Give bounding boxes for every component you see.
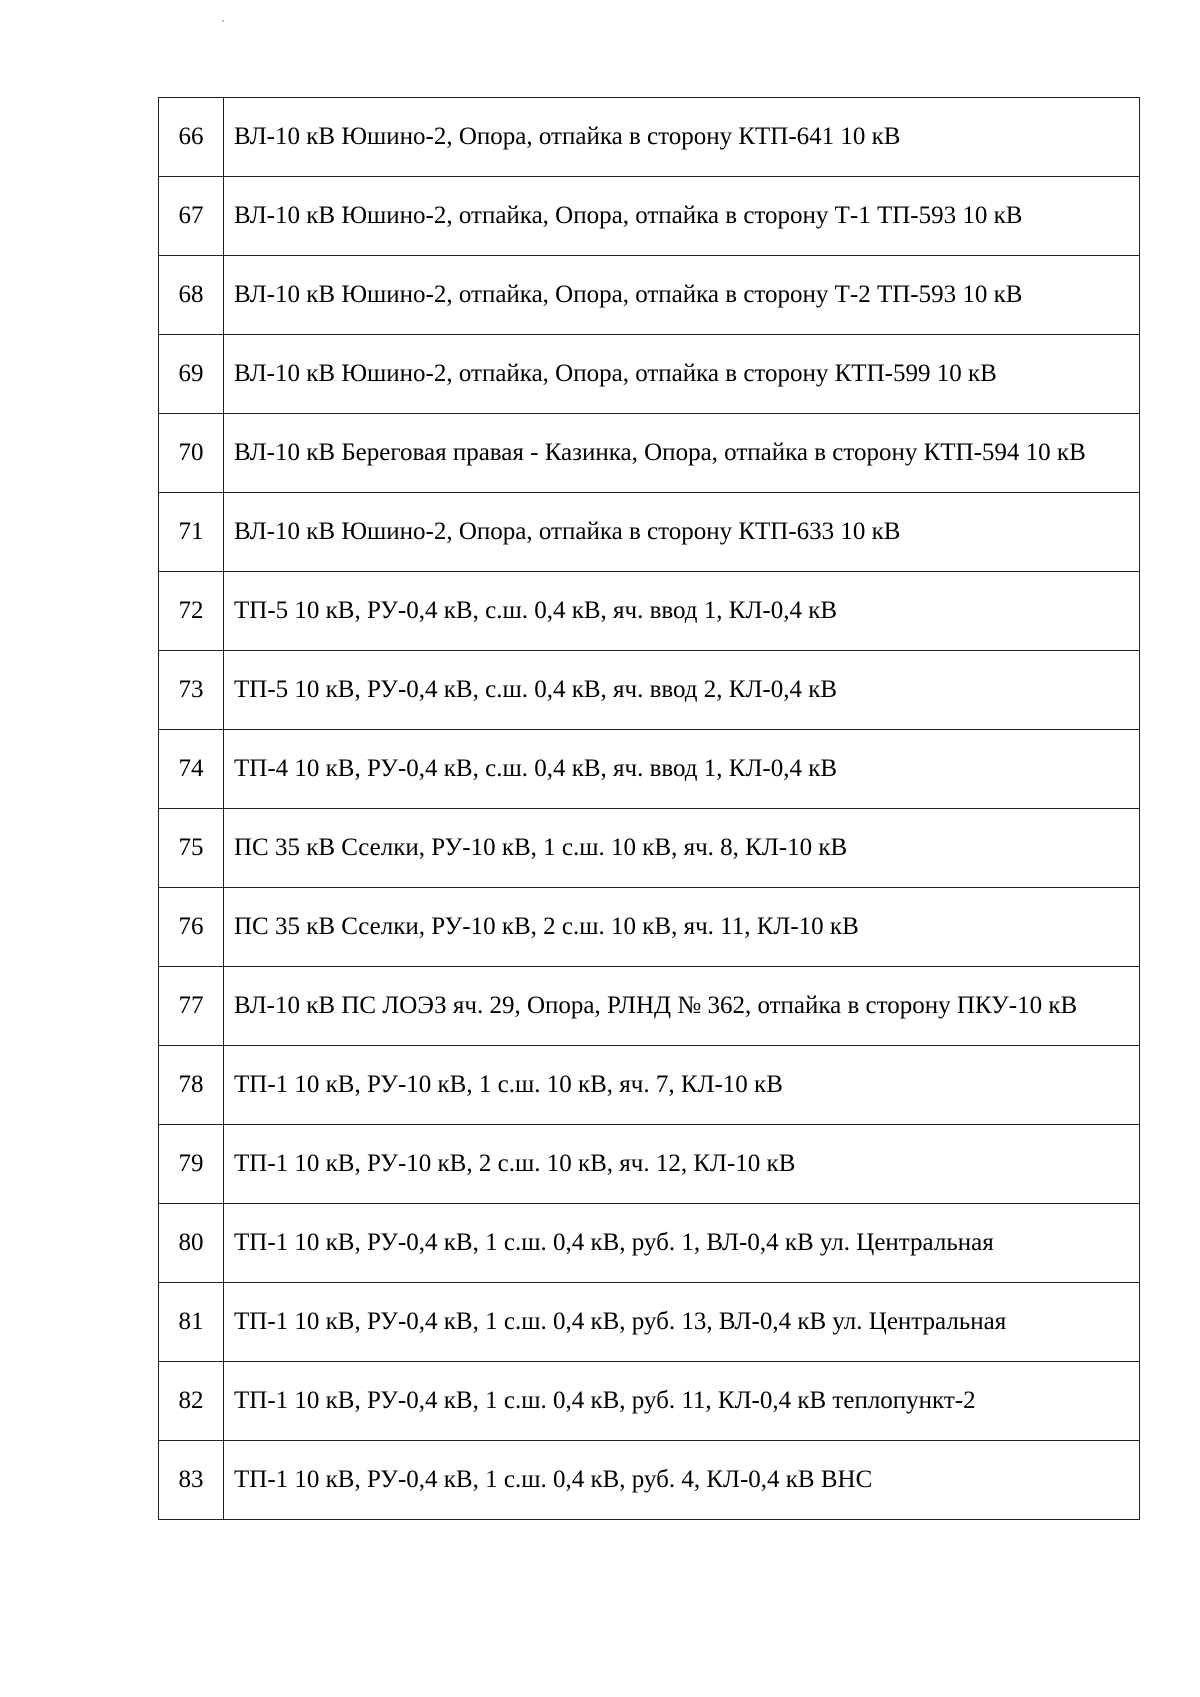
- table-row: [159, 414, 1140, 493]
- row-number: 79: [159, 1125, 224, 1204]
- table-row: [159, 888, 1140, 967]
- row-description: ВЛ-10 кВ Юшино-2, Опора, отпайка в сторону КТП-641 10 кВ: [224, 98, 1140, 177]
- table-row: [159, 493, 1140, 572]
- table-row: [159, 1283, 1140, 1362]
- row-description: ТП-1 10 кВ, РУ-0,4 кВ, 1 с.ш. 0,4 кВ, руб. 4, КЛ-0,4 кВ ВНС: [224, 1441, 1140, 1520]
- table-row: [159, 1204, 1140, 1283]
- table-row: [159, 1362, 1140, 1441]
- row-description: ТП-1 10 кВ, РУ-0,4 кВ, 1 с.ш. 0,4 кВ, руб. 13, ВЛ-0,4 кВ ул. Центральная: [224, 1283, 1140, 1362]
- row-number: 66: [159, 98, 224, 177]
- row-number: 78: [159, 1046, 224, 1125]
- row-number: 81: [159, 1283, 224, 1362]
- table-row: [159, 730, 1140, 809]
- row-number: 82: [159, 1362, 224, 1441]
- row-description: ВЛ-10 кВ Береговая правая - Казинка, Опора, отпайка в сторону КТП-594 10 кВ: [224, 414, 1140, 493]
- row-number: 80: [159, 1204, 224, 1283]
- row-description: ТП-5 10 кВ, РУ-0,4 кВ, с.ш. 0,4 кВ, яч. ввод 2, КЛ-0,4 кВ: [224, 651, 1140, 730]
- table-row: [159, 1046, 1140, 1125]
- row-number: 70: [159, 414, 224, 493]
- row-number: 73: [159, 651, 224, 730]
- table-row: [159, 177, 1140, 256]
- row-number: 76: [159, 888, 224, 967]
- row-description: ТП-5 10 кВ, РУ-0,4 кВ, с.ш. 0,4 кВ, яч. ввод 1, КЛ-0,4 кВ: [224, 572, 1140, 651]
- row-number: 72: [159, 572, 224, 651]
- table-row: [159, 1441, 1140, 1520]
- table-row: [159, 572, 1140, 651]
- row-number: 69: [159, 335, 224, 414]
- row-number: 67: [159, 177, 224, 256]
- row-description: ВЛ-10 кВ Юшино-2, отпайка, Опора, отпайка в сторону Т-1 ТП-593 10 кВ: [224, 177, 1140, 256]
- table-row: [159, 1125, 1140, 1204]
- row-number: 71: [159, 493, 224, 572]
- table-body: [159, 98, 1140, 1520]
- row-description: ТП-1 10 кВ, РУ-0,4 кВ, 1 с.ш. 0,4 кВ, руб. 1, ВЛ-0,4 кВ ул. Центральная: [224, 1204, 1140, 1283]
- row-description: ТП-4 10 кВ, РУ-0,4 кВ, с.ш. 0,4 кВ, яч. ввод 1, КЛ-0,4 кВ: [224, 730, 1140, 809]
- row-description: ТП-1 10 кВ, РУ-10 кВ, 1 с.ш. 10 кВ, яч. 7, КЛ-10 кВ: [224, 1046, 1140, 1125]
- row-number: 68: [159, 256, 224, 335]
- table-row: [159, 809, 1140, 888]
- row-number: 83: [159, 1441, 224, 1520]
- row-description: ВЛ-10 кВ ПС ЛОЭЗ яч. 29, Опора, РЛНД № 362, отпайка в сторону ПКУ-10 кВ: [224, 967, 1140, 1046]
- table-row: [159, 967, 1140, 1046]
- row-number: 75: [159, 809, 224, 888]
- row-description: ВЛ-10 кВ Юшино-2, отпайка, Опора, отпайка в сторону КТП-599 10 кВ: [224, 335, 1140, 414]
- row-description: ВЛ-10 кВ Юшино-2, Опора, отпайка в сторону КТП-633 10 кВ: [224, 493, 1140, 572]
- table-row: [159, 98, 1140, 177]
- row-description: ТП-1 10 кВ, РУ-10 кВ, 2 с.ш. 10 кВ, яч. 12, КЛ-10 кВ: [224, 1125, 1140, 1204]
- table-row: [159, 256, 1140, 335]
- equipment-table: [158, 97, 1140, 1520]
- row-description: ПС 35 кВ Сселки, РУ-10 кВ, 2 с.ш. 10 кВ, яч. 11, КЛ-10 кВ: [224, 888, 1140, 967]
- row-description: ПС 35 кВ Сселки, РУ-10 кВ, 1 с.ш. 10 кВ, яч. 8, КЛ-10 кВ: [224, 809, 1140, 888]
- row-description: ВЛ-10 кВ Юшино-2, отпайка, Опора, отпайка в сторону Т-2 ТП-593 10 кВ: [224, 256, 1140, 335]
- row-number: 77: [159, 967, 224, 1046]
- row-description: ТП-1 10 кВ, РУ-0,4 кВ, 1 с.ш. 0,4 кВ, руб. 11, КЛ-0,4 кВ теплопункт-2: [224, 1362, 1140, 1441]
- scan-artifact: [222, 20, 224, 22]
- table-row: [159, 335, 1140, 414]
- table-row: [159, 651, 1140, 730]
- row-number: 74: [159, 730, 224, 809]
